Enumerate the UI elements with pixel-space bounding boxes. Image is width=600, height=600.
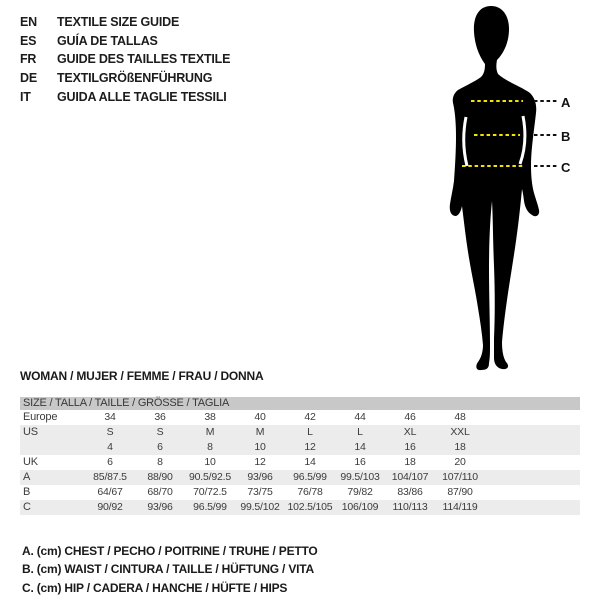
table-cell: 4: [107, 441, 113, 453]
row-label: Europe: [23, 411, 58, 423]
lang-code: FR: [20, 52, 37, 67]
table-cell: 36: [154, 411, 166, 423]
size-table: [20, 397, 580, 515]
row-label: US: [23, 426, 38, 438]
table-cell: 8: [157, 456, 163, 468]
table-cell: 104/107: [391, 471, 429, 483]
table-row-us-letters: [20, 425, 580, 440]
table-cell: 110/113: [392, 501, 428, 513]
table-cell: 18: [404, 456, 416, 468]
table-cell: L: [357, 426, 363, 438]
table-cell: 93/96: [247, 471, 273, 483]
table-cell: M: [205, 426, 215, 438]
table-row-us-numbers: [20, 440, 580, 455]
lang-code: EN: [20, 15, 37, 29]
lang-code: ES: [20, 33, 37, 48]
table-cell: S: [156, 426, 164, 438]
row-label: C: [23, 501, 31, 513]
table-cell: 44: [354, 411, 366, 423]
table-cell: 40: [254, 411, 266, 423]
table-cell: 88/90: [147, 471, 173, 483]
table-cell: 106/109: [341, 501, 379, 513]
table-cell: 48: [454, 411, 466, 423]
row-label: UK: [23, 456, 38, 468]
measurement-legend: [22, 542, 318, 597]
table-cell: 96.5/99: [193, 501, 227, 513]
table-cell: 18: [454, 441, 466, 453]
table-row-chest-a: [20, 470, 580, 485]
table-cell: 14: [354, 441, 366, 453]
table-cell: 6: [107, 456, 113, 468]
table-cell: 64/67: [97, 486, 123, 498]
table-cell: 46: [404, 411, 416, 423]
lang-label: TEXTILGRÖßENFÜHRUNG: [57, 71, 213, 86]
legend-line-hip: C. (cm) HIP / CADERA / HANCHE / HÜFTE / HIPS: [22, 580, 288, 595]
table-row-hip-c: [20, 500, 580, 515]
table-cell: 73/75: [247, 486, 273, 498]
table-cell: 42: [304, 411, 316, 423]
table-cell: 90.5/92.5: [189, 471, 231, 483]
table-cell: 34: [104, 411, 116, 423]
table-cell: 87/90: [447, 486, 473, 498]
table-row-waist-b: [20, 485, 580, 500]
table-cell: 20: [454, 456, 466, 468]
table-cell: 10: [254, 441, 266, 453]
table-cell: 96.5/99: [293, 471, 327, 483]
lang-label: GUIDE DES TAILLES TEXTILE: [57, 52, 231, 67]
measure-label-a: A: [561, 95, 571, 110]
table-cell: 12: [254, 456, 266, 468]
lang-label: GUÍA DE TALLAS: [57, 33, 158, 48]
table-cell: 10: [204, 456, 216, 468]
table-cell: 85/87.5: [93, 471, 127, 483]
table-cell: 93/96: [147, 501, 173, 513]
table-cell: 6: [157, 441, 163, 453]
table-cell: 38: [204, 411, 216, 423]
table-cell: 16: [404, 441, 416, 453]
woman-silhouette: [450, 6, 539, 370]
table-cell: 8: [207, 441, 213, 453]
section-title-woman: WOMAN / MUJER / FEMME / FRAU / DONNA: [20, 369, 264, 383]
table-cell: S: [106, 426, 114, 438]
table-cell: 102.5/105: [287, 501, 333, 513]
legend-line-waist: B. (cm) WAIST / CINTURA / TAILLE / HÜFTUNG / VITA: [22, 562, 314, 577]
table-cell: 114/119: [442, 501, 478, 513]
table-cell: 90/92: [97, 501, 123, 513]
size-table-header: SIZE / TALLA / TAILLE / GRÖSSE / TAGLIA: [20, 397, 580, 410]
table-cell: 99.5/102: [240, 501, 280, 513]
measure-label-b: B: [561, 129, 571, 144]
legend-line-chest: A. (cm) CHEST / PECHO / POITRINE / TRUHE / PETTO: [22, 544, 318, 558]
table-cell: 14: [304, 456, 316, 468]
lang-label: GUIDA ALLE TAGLIE TESSILI: [57, 89, 227, 104]
table-cell: XL: [403, 426, 417, 438]
table-cell: 83/86: [397, 486, 423, 498]
measure-label-c: C: [561, 160, 571, 175]
table-cell: 79/82: [347, 486, 373, 498]
table-cell: XXL: [450, 426, 470, 438]
table-cell: M: [255, 426, 265, 438]
table-cell: 68/70: [147, 486, 173, 498]
table-row-europe: [20, 410, 580, 425]
table-cell: L: [307, 426, 313, 438]
table-cell: 12: [304, 441, 316, 453]
table-cell: 76/78: [297, 486, 323, 498]
table-cell: 70/72.5: [193, 486, 227, 498]
table-row-uk: [20, 455, 580, 470]
lang-label: TEXTILE SIZE GUIDE: [57, 15, 180, 29]
table-cell: 107/110: [442, 471, 478, 483]
table-cell: 16: [354, 456, 366, 468]
row-label: A: [23, 471, 31, 483]
table-cell: 99.5/103: [340, 471, 380, 483]
lang-code: IT: [20, 89, 31, 104]
lang-code: DE: [20, 71, 37, 86]
row-label: B: [23, 486, 31, 498]
